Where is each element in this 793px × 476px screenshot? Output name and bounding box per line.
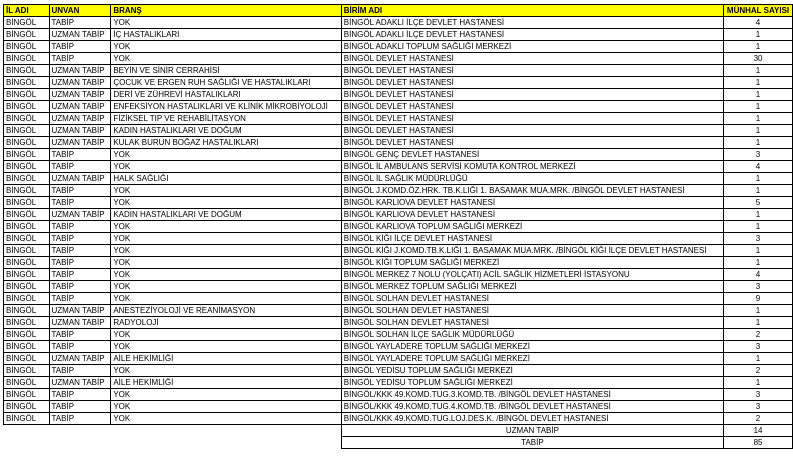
cell-brans[interactable]: ÇOCUK VE ERGEN RUH SAĞLIĞI VE HASTALIKLARI	[111, 77, 341, 89]
table-row	[4, 17, 793, 29]
table-row	[4, 101, 793, 113]
cell-unvan[interactable]: UZMAN TABİP	[49, 113, 111, 125]
cell-munhal-sayisi[interactable]: 1	[724, 65, 793, 77]
cell-il-adi[interactable]: BİNGÖL	[4, 125, 50, 137]
cell-birim-adi[interactable]: BİNGÖL ADAKLI İLÇE DEVLET HASTANESİ	[341, 17, 723, 29]
cell-munhal-sayisi[interactable]: 9	[724, 293, 793, 305]
summary-value[interactable]: 14	[724, 425, 793, 437]
cell-unvan[interactable]: TABİP	[49, 341, 111, 353]
cell-unvan[interactable]: UZMAN TABİP	[49, 137, 111, 149]
cell-birim-adi[interactable]: BİNGÖL KARLIOVA DEVLET HASTANESİ	[341, 209, 723, 221]
table-row	[4, 389, 793, 401]
cell-unvan[interactable]: TABİP	[49, 17, 111, 29]
cell-munhal-sayisi[interactable]: 3	[724, 341, 793, 353]
table-row	[4, 161, 793, 173]
cell-il-adi[interactable]: BİNGÖL	[4, 17, 50, 29]
header-row	[4, 5, 793, 17]
cell-munhal-sayisi[interactable]: 1	[724, 137, 793, 149]
cell-munhal-sayisi[interactable]: 1	[724, 245, 793, 257]
cell-unvan[interactable]: UZMAN TABİP	[49, 65, 111, 77]
cell-munhal-sayisi[interactable]: 3	[724, 149, 793, 161]
cell-brans[interactable]: AİLE HEKİMLİĞİ	[111, 377, 341, 389]
cell-birim-adi[interactable]: BİNGÖL DEVLET HASTANESİ	[341, 65, 723, 77]
table-row	[4, 221, 793, 233]
cell-brans[interactable]: YOK	[111, 329, 341, 341]
table-row	[4, 197, 793, 209]
cell-munhal-sayisi[interactable]: 1	[724, 377, 793, 389]
cell-munhal-sayisi[interactable]: 2	[724, 413, 793, 425]
cell-il-adi[interactable]: BİNGÖL	[4, 317, 50, 329]
cell-munhal-sayisi[interactable]: 1	[724, 101, 793, 113]
cell-unvan[interactable]: UZMAN TABİP	[49, 173, 111, 185]
cell-birim-adi[interactable]: BİNGÖL YAYLADERE TOPLUM SAĞLIĞI MERKEZİ	[341, 341, 723, 353]
table-row	[4, 317, 793, 329]
cell-munhal-sayisi[interactable]: 3	[724, 389, 793, 401]
cell-il-adi[interactable]: BİNGÖL	[4, 209, 50, 221]
cell-il-adi[interactable]: BİNGÖL	[4, 365, 50, 377]
cell-unvan[interactable]: TABİP	[49, 41, 111, 53]
cell-il-adi[interactable]: BİNGÖL	[4, 389, 50, 401]
table-row	[4, 377, 793, 389]
cell-birim-adi[interactable]: BİNGÖL SOLHAN DEVLET HASTANESİ	[341, 305, 723, 317]
header-birim-adi[interactable]: BİRİM ADI	[341, 5, 723, 17]
cell-birim-adi[interactable]: BİNGÖL ADAKLI TOPLUM SAĞLIĞI MERKEZİ	[341, 41, 723, 53]
summary-spacer	[111, 437, 341, 449]
cell-il-adi[interactable]: BİNGÖL	[4, 149, 50, 161]
table-row	[4, 137, 793, 149]
table-row	[4, 209, 793, 221]
cell-brans[interactable]: YOK	[111, 221, 341, 233]
cell-munhal-sayisi[interactable]: 1	[724, 305, 793, 317]
table-row	[4, 233, 793, 245]
cell-birim-adi[interactable]: BİNGÖL DEVLET HASTANESİ	[341, 113, 723, 125]
cell-birim-adi[interactable]: BİNGÖL SOLHAN DEVLET HASTANESİ	[341, 317, 723, 329]
cell-il-adi[interactable]: BİNGÖL	[4, 245, 50, 257]
cell-unvan[interactable]: UZMAN TABİP	[49, 125, 111, 137]
cell-brans[interactable]: YOK	[111, 413, 341, 425]
cell-birim-adi[interactable]: BİNGÖL MERKEZ TOPLUM SAĞLIĞI MERKEZİ	[341, 281, 723, 293]
cell-il-adi[interactable]: BİNGÖL	[4, 221, 50, 233]
summary-spacer	[4, 437, 50, 449]
cell-munhal-sayisi[interactable]: 1	[724, 209, 793, 221]
cell-birim-adi[interactable]: BİNGÖL/KKK 49.KOMD.TUG.4.KOMD.TB. /BİNGÖL DEVLET HASTANESİ	[341, 401, 723, 413]
cell-munhal-sayisi[interactable]: 1	[724, 221, 793, 233]
cell-unvan[interactable]: UZMAN TABİP	[49, 89, 111, 101]
cell-unvan[interactable]: TABİP	[49, 221, 111, 233]
cell-brans[interactable]: YOK	[111, 293, 341, 305]
cell-brans[interactable]: BEYİN VE SİNİR CERRAHİSİ	[111, 65, 341, 77]
cell-munhal-sayisi[interactable]: 1	[724, 113, 793, 125]
table-row	[4, 173, 793, 185]
cell-unvan[interactable]: TABİP	[49, 233, 111, 245]
cell-unvan[interactable]: UZMAN TABİP	[49, 305, 111, 317]
cell-munhal-sayisi[interactable]: 5	[724, 197, 793, 209]
cell-birim-adi[interactable]: BİNGÖL SOLHAN DEVLET HASTANESİ	[341, 293, 723, 305]
cell-il-adi[interactable]: BİNGÖL	[4, 77, 50, 89]
cell-unvan[interactable]: TABİP	[49, 53, 111, 65]
cell-unvan[interactable]: TABİP	[49, 185, 111, 197]
cell-birim-adi[interactable]: BİNGÖL DEVLET HASTANESİ	[341, 137, 723, 149]
cell-unvan[interactable]: TABİP	[49, 365, 111, 377]
cell-il-adi[interactable]: BİNGÖL	[4, 89, 50, 101]
cell-birim-adi[interactable]: BİNGÖL DEVLET HASTANESİ	[341, 89, 723, 101]
cell-munhal-sayisi[interactable]: 1	[724, 173, 793, 185]
cell-birim-adi[interactable]: BİNGÖL/KKK 49.KOMD.TUG.3.KOMD.TB. /BİNGÖL DEVLET HASTANESİ	[341, 389, 723, 401]
header-brans[interactable]: BRANŞ	[111, 5, 341, 17]
cell-brans[interactable]: ANESTEZİYOLOJİ VE REANİMASYON	[111, 305, 341, 317]
cell-munhal-sayisi[interactable]: 3	[724, 281, 793, 293]
cell-brans[interactable]: KADIN HASTALIKLARI VE DOĞUM	[111, 209, 341, 221]
cell-brans[interactable]: FİZİKSEL TIP VE REHABİLİTASYON	[111, 113, 341, 125]
cell-il-adi[interactable]: BİNGÖL	[4, 113, 50, 125]
cell-brans[interactable]: YOK	[111, 365, 341, 377]
cell-brans[interactable]: YOK	[111, 341, 341, 353]
table-row	[4, 29, 793, 41]
cell-munhal-sayisi[interactable]: 1	[724, 317, 793, 329]
cell-birim-adi[interactable]: BİNGÖL YEDİSU TOPLUM SAĞLIĞI MERKEZİ	[341, 377, 723, 389]
cell-brans[interactable]: KADIN HASTALIKLARI VE DOĞUM	[111, 125, 341, 137]
cell-birim-adi[interactable]: BİNGÖL MERKEZ 7 NOLU (YOLÇATI) ACİL SAĞLIK HİZMETLERİ İSTASYONU	[341, 269, 723, 281]
summary-spacer	[49, 437, 111, 449]
cell-unvan[interactable]: UZMAN TABİP	[49, 101, 111, 113]
cell-birim-adi[interactable]: BİNGÖL YEDİSU TOPLUM SAĞLIĞI MERKEZİ	[341, 365, 723, 377]
cell-il-adi[interactable]: BİNGÖL	[4, 353, 50, 365]
cell-munhal-sayisi[interactable]: 1	[724, 41, 793, 53]
cell-il-adi[interactable]: BİNGÖL	[4, 413, 50, 425]
cell-munhal-sayisi[interactable]: 30	[724, 53, 793, 65]
cell-unvan[interactable]: UZMAN TABİP	[49, 353, 111, 365]
cell-munhal-sayisi[interactable]: 4	[724, 17, 793, 29]
vacancy-table	[3, 4, 793, 449]
summary-spacer	[4, 425, 50, 437]
cell-munhal-sayisi[interactable]: 3	[724, 233, 793, 245]
cell-munhal-sayisi[interactable]: 1	[724, 89, 793, 101]
cell-unvan[interactable]: UZMAN TABİP	[49, 29, 111, 41]
cell-il-adi[interactable]: BİNGÖL	[4, 257, 50, 269]
cell-brans[interactable]: YOK	[111, 269, 341, 281]
cell-unvan[interactable]: TABİP	[49, 197, 111, 209]
cell-brans[interactable]: YOK	[111, 53, 341, 65]
cell-unvan[interactable]: TABİP	[49, 257, 111, 269]
cell-brans[interactable]: YOK	[111, 389, 341, 401]
summary-label[interactable]: TABİP	[341, 437, 723, 449]
cell-brans[interactable]: YOK	[111, 161, 341, 173]
cell-birim-adi[interactable]: BİNGÖL DEVLET HASTANESİ	[341, 101, 723, 113]
cell-brans[interactable]: YOK	[111, 257, 341, 269]
cell-birim-adi[interactable]: BİNGÖL KARLIOVA TOPLUM SAĞLIĞI MERKEZİ	[341, 221, 723, 233]
cell-munhal-sayisi[interactable]: 4	[724, 269, 793, 281]
cell-brans[interactable]: YOK	[111, 185, 341, 197]
cell-unvan[interactable]: TABİP	[49, 293, 111, 305]
cell-birim-adi[interactable]: BİNGÖL YAYLADERE TOPLUM SAĞLIĞI MERKEZİ	[341, 353, 723, 365]
table-row	[4, 65, 793, 77]
table-row	[4, 113, 793, 125]
cell-il-adi[interactable]: BİNGÖL	[4, 341, 50, 353]
cell-il-adi[interactable]: BİNGÖL	[4, 137, 50, 149]
cell-brans[interactable]: YOK	[111, 149, 341, 161]
cell-munhal-sayisi[interactable]: 1	[724, 185, 793, 197]
table-row	[4, 293, 793, 305]
cell-munhal-sayisi[interactable]: 3	[724, 401, 793, 413]
cell-birim-adi[interactable]: BİNGÖL DEVLET HASTANESİ	[341, 77, 723, 89]
cell-unvan[interactable]: TABİP	[49, 329, 111, 341]
cell-birim-adi[interactable]: BİNGÖL GENÇ DEVLET HASTANESİ	[341, 149, 723, 161]
table-row	[4, 401, 793, 413]
table-row	[4, 149, 793, 161]
table-row	[4, 269, 793, 281]
table-row	[4, 413, 793, 425]
cell-brans[interactable]: YOK	[111, 281, 341, 293]
cell-munhal-sayisi[interactable]: 1	[724, 125, 793, 137]
cell-munhal-sayisi[interactable]: 4	[724, 161, 793, 173]
cell-il-adi[interactable]: BİNGÖL	[4, 65, 50, 77]
cell-unvan[interactable]: TABİP	[49, 161, 111, 173]
cell-il-adi[interactable]: BİNGÖL	[4, 305, 50, 317]
cell-il-adi[interactable]: BİNGÖL	[4, 161, 50, 173]
cell-birim-adi[interactable]: BİNGÖL/KKK 49.KOMD.TUG.LOJ.DES.K. /BİNGÖL DEVLET HASTANESİ	[341, 413, 723, 425]
cell-il-adi[interactable]: BİNGÖL	[4, 269, 50, 281]
summary-label[interactable]: UZMAN TABİP	[341, 425, 723, 437]
cell-birim-adi[interactable]: BİNGÖL ADAKLI İLÇE DEVLET HASTANESİ	[341, 29, 723, 41]
cell-il-adi[interactable]: BİNGÖL	[4, 233, 50, 245]
cell-birim-adi[interactable]: BİNGÖL J.KOMD.ÖZ.HRK. TB.K.LIĞI 1. BASAMAK MUA.MRK. /BİNGÖL DEVLET HASTANESİ	[341, 185, 723, 197]
cell-birim-adi[interactable]: BİNGÖL KİĞI TOPLUM SAĞLIĞI MERKEZİ	[341, 257, 723, 269]
cell-unvan[interactable]: TABİP	[49, 389, 111, 401]
cell-brans[interactable]: RADYOLOJİ	[111, 317, 341, 329]
cell-brans[interactable]: AİLE HEKİMLİĞİ	[111, 353, 341, 365]
cell-unvan[interactable]: UZMAN TABİP	[49, 317, 111, 329]
cell-il-adi[interactable]: BİNGÖL	[4, 101, 50, 113]
table-row	[4, 41, 793, 53]
spreadsheet	[3, 4, 793, 449]
table-row	[4, 125, 793, 137]
cell-brans[interactable]: YOK	[111, 233, 341, 245]
summary-row	[4, 425, 793, 437]
cell-brans[interactable]: ENFEKSİYON HASTALIKLARI VE KLİNİK MİKROBİYOLOJİ	[111, 101, 341, 113]
table-body	[4, 17, 793, 425]
cell-munhal-sayisi[interactable]: 1	[724, 29, 793, 41]
table-row	[4, 185, 793, 197]
cell-il-adi[interactable]: BİNGÖL	[4, 29, 50, 41]
header-unvan[interactable]: UNVAN	[49, 5, 111, 17]
cell-unvan[interactable]: TABİP	[49, 281, 111, 293]
table-row	[4, 77, 793, 89]
cell-birim-adi[interactable]: BİNGÖL DEVLET HASTANESİ	[341, 53, 723, 65]
cell-il-adi[interactable]: BİNGÖL	[4, 173, 50, 185]
table-row	[4, 353, 793, 365]
table-row	[4, 89, 793, 101]
cell-brans[interactable]: İÇ HASTALIKLARI	[111, 29, 341, 41]
cell-il-adi[interactable]: BİNGÖL	[4, 197, 50, 209]
cell-unvan[interactable]: TABİP	[49, 245, 111, 257]
header-il-adi[interactable]: İL ADI	[4, 5, 50, 17]
table-row	[4, 329, 793, 341]
cell-il-adi[interactable]: BİNGÖL	[4, 185, 50, 197]
cell-birim-adi[interactable]: BİNGÖL İL SAĞLIK MÜDÜRLÜĞÜ	[341, 173, 723, 185]
cell-il-adi[interactable]: BİNGÖL	[4, 401, 50, 413]
table-row	[4, 365, 793, 377]
cell-brans[interactable]: YOK	[111, 401, 341, 413]
summary-value[interactable]: 85	[724, 437, 793, 449]
summary-spacer	[111, 425, 341, 437]
cell-munhal-sayisi[interactable]: 1	[724, 353, 793, 365]
cell-unvan[interactable]: TABİP	[49, 269, 111, 281]
summary-spacer	[49, 425, 111, 437]
cell-birim-adi[interactable]: BİNGÖL DEVLET HASTANESİ	[341, 125, 723, 137]
header-munhal-sayisi[interactable]: MÜNHAL SAYISI	[724, 5, 793, 17]
cell-brans[interactable]: YOK	[111, 245, 341, 257]
summary-row	[4, 437, 793, 449]
cell-unvan[interactable]: TABİP	[49, 413, 111, 425]
cell-birim-adi[interactable]: BİNGÖL KİĞI J.KOMD.TB.K.LIĞI 1. BASAMAK MUA.MRK. /BİNGÖL KİĞI İLÇE DEVLET HASTANESİ	[341, 245, 723, 257]
cell-unvan[interactable]: UZMAN TABİP	[49, 77, 111, 89]
cell-unvan[interactable]: UZMAN TABİP	[49, 377, 111, 389]
cell-munhal-sayisi[interactable]: 2	[724, 365, 793, 377]
cell-munhal-sayisi[interactable]: 2	[724, 329, 793, 341]
cell-brans[interactable]: YOK	[111, 41, 341, 53]
cell-brans[interactable]: DERİ VE ZÜHREVİ HASTALIKLARI	[111, 89, 341, 101]
cell-munhal-sayisi[interactable]: 1	[724, 257, 793, 269]
cell-birim-adi[interactable]: BİNGÖL İL AMBULANS SERVİSİ KOMUTA KONTROL MERKEZİ	[341, 161, 723, 173]
cell-munhal-sayisi[interactable]: 1	[724, 77, 793, 89]
cell-birim-adi[interactable]: BİNGÖL SOLHAN İLÇE SAĞLIK MÜDÜRLÜĞÜ	[341, 329, 723, 341]
cell-birim-adi[interactable]: BİNGÖL KARLIOVA DEVLET HASTANESİ	[341, 197, 723, 209]
cell-unvan[interactable]: UZMAN TABİP	[49, 209, 111, 221]
cell-brans[interactable]: YOK	[111, 197, 341, 209]
cell-il-adi[interactable]: BİNGÖL	[4, 329, 50, 341]
cell-brans[interactable]: HALK SAĞLIĞI	[111, 173, 341, 185]
cell-brans[interactable]: YOK	[111, 17, 341, 29]
table-row	[4, 245, 793, 257]
cell-brans[interactable]: KULAK BURUN BOĞAZ HASTALIKLARI	[111, 137, 341, 149]
cell-unvan[interactable]: TABİP	[49, 401, 111, 413]
cell-il-adi[interactable]: BİNGÖL	[4, 377, 50, 389]
cell-il-adi[interactable]: BİNGÖL	[4, 41, 50, 53]
cell-birim-adi[interactable]: BİNGÖL KİĞI İLÇE DEVLET HASTANESİ	[341, 233, 723, 245]
cell-il-adi[interactable]: BİNGÖL	[4, 53, 50, 65]
table-row	[4, 257, 793, 269]
cell-il-adi[interactable]: BİNGÖL	[4, 281, 50, 293]
cell-unvan[interactable]: TABİP	[49, 149, 111, 161]
cell-il-adi[interactable]: BİNGÖL	[4, 293, 50, 305]
table-row	[4, 305, 793, 317]
table-row	[4, 281, 793, 293]
table-row	[4, 53, 793, 65]
table-row	[4, 341, 793, 353]
